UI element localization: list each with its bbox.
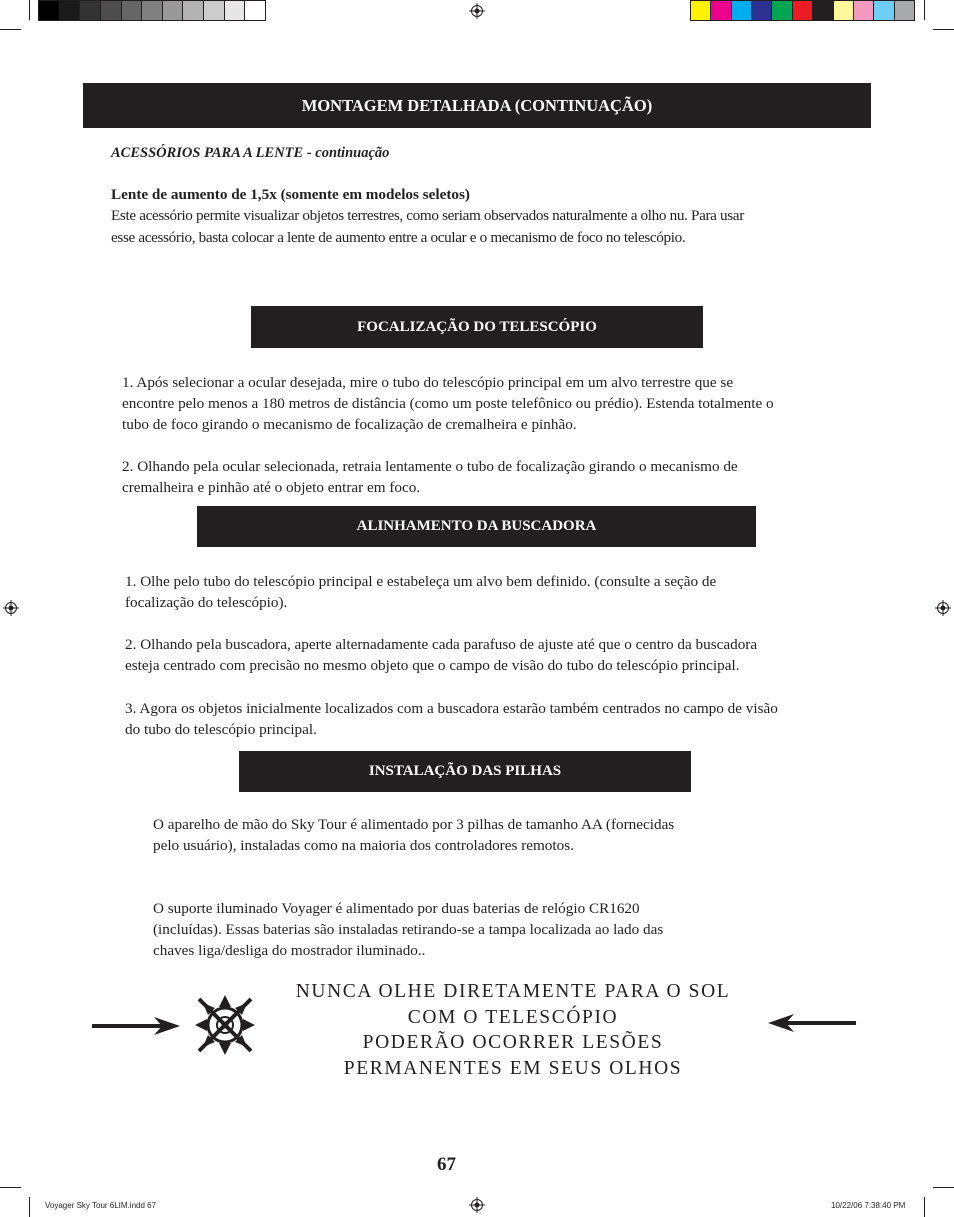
batteries-text-line: O suporte iluminado Voyager é alimentado por duas baterias de relógio CR1620 — [153, 900, 640, 917]
batteries-text-line: (incluídas). Essas baterias são instaladas retirando-se a tampa localizada ao lado das — [153, 921, 664, 938]
color-swatch — [100, 1, 121, 20]
finder-title: ALINHAMENTO DA BUSCADORA — [356, 518, 597, 534]
lens-text-line: esse acessório, basta colocar a lente de aumento entre a ocular e o mecanismo de foco no telescópio. — [111, 229, 686, 246]
focusing-step-line: 1. Após selecionar a ocular desejada, mire o tubo do telescópio principal em um alvo terrestre que se — [122, 374, 734, 391]
finder-step-line: 1. Olhe pelo tubo do telescópio principal e estabeleça um alvo bem definido. (consulte a seção de — [125, 573, 717, 590]
crop-mark-bottom-left-v — [29, 1197, 30, 1217]
sun-warning-text — [268, 979, 758, 1081]
crop-mark-bottom-right-h — [933, 1187, 954, 1188]
color-swatch — [203, 1, 224, 20]
color-swatch — [751, 1, 771, 20]
batteries-text-line: pelo usuário), instaladas como na maioria dos controladores remotos. — [153, 837, 574, 854]
color-swatch — [244, 1, 265, 20]
color-swatch — [853, 1, 873, 20]
crop-mark-top-left-v — [29, 0, 30, 20]
warning-line: PODERÃO OCORRER LESÕES — [362, 1032, 664, 1053]
finder-step-line: do tubo do telescópio principal. — [125, 721, 317, 738]
lens-text-line: Este acessório permite visualizar objetos terrestres, como seriam observados naturalmente a olho nu. Para usar — [111, 207, 744, 224]
color-swatch — [873, 1, 893, 20]
color-swatch — [121, 1, 142, 20]
finder-header-bar — [197, 506, 756, 547]
color-swatch — [771, 1, 791, 20]
color-swatch — [141, 1, 162, 20]
accessories-subtitle: ACESSÓRIOS PARA A LENTE - continuação — [111, 145, 390, 161]
focusing-step-line: tubo de foco girando o mecanismo de focalização de cremalheira e pinhão. — [122, 416, 577, 433]
color-swatch — [79, 1, 100, 20]
crop-mark-bottom-left-h — [0, 1187, 21, 1188]
focusing-step-line: cremalheira e pinhão até o objeto entrar em foco. — [122, 479, 421, 496]
color-swatch — [224, 1, 245, 20]
batteries-header-bar — [239, 751, 691, 792]
crop-mark-top-left-h — [0, 29, 21, 30]
warning-line: COM O TELESCÓPIO — [407, 1006, 619, 1028]
lens-heading: Lente de aumento de 1,5x (somente em modelos seletos) — [111, 186, 470, 203]
warning-line: NUNCA OLHE DIRETAMENTE PARA O SOL — [295, 981, 731, 1002]
crop-mark-top-right-v — [924, 0, 925, 20]
slug-timestamp: 10/22/06 7:38:40 PM — [831, 1201, 906, 1210]
color-swatch — [833, 1, 853, 20]
batteries-text-line: chaves liga/desliga do mostrador iluminado.. — [153, 942, 426, 959]
color-swatch — [710, 1, 730, 20]
registration-target-icon — [3, 600, 19, 616]
color-swatch — [792, 1, 812, 20]
registration-target-icon — [469, 3, 485, 19]
crop-mark-bottom-right-v — [924, 1197, 925, 1217]
finder-step-line: 3. Agora os objetos inicialmente localizados com a buscadora estarão também centrados no campo de visão — [125, 700, 778, 717]
color-swatch — [691, 1, 710, 20]
focusing-step-line: encontre pelo menos a 180 metros de distância (como um poste telefônico ou prédio). Estenda totalmente o — [122, 395, 774, 412]
registration-target-icon — [935, 600, 951, 616]
focusing-title: FOCALIZAÇÃO DO TELESCÓPIO — [357, 318, 597, 335]
process-color-bar — [690, 0, 915, 21]
batteries-text-line: O aparelho de mão do Sky Tour é alimentado por 3 pilhas de tamanho AA (fornecidas — [153, 816, 675, 833]
color-swatch — [812, 1, 832, 20]
focusing-step-line: 2. Olhando pela ocular selecionada, retraia lentamente o tubo de focalização girando o mecanismo de — [122, 458, 738, 475]
finder-step-line: 2. Olhando pela buscadora, aperte alternadamente cada parafuso de ajuste até que o centro da buscadora — [125, 636, 758, 653]
color-swatch — [182, 1, 203, 20]
page-title: MONTAGEM DETALHADA (CONTINUAÇÃO) — [301, 95, 653, 115]
color-swatch — [39, 1, 59, 20]
finder-step-line: esteja centrado com precisão no mesmo objeto que o campo de visão do tubo do telescópio principal. — [125, 657, 740, 674]
no-sun-warning-icon — [193, 993, 257, 1057]
finder-step-line: focalização do telescópio). — [125, 594, 288, 611]
left-arrow-icon — [766, 1012, 858, 1034]
color-swatch — [894, 1, 914, 20]
right-arrow-icon — [92, 1015, 182, 1037]
batteries-title: INSTALAÇÃO DAS PILHAS — [368, 763, 562, 779]
grayscale-color-bar — [38, 0, 266, 21]
crop-mark-top-right-h — [933, 29, 954, 30]
warning-line: PERMANENTES EM SEUS OLHOS — [343, 1057, 683, 1079]
color-swatch — [731, 1, 751, 20]
slug-file-name: Voyager Sky Tour 6LIM.indd 67 — [45, 1201, 157, 1210]
focusing-header-bar — [251, 306, 703, 348]
page-number: 67 — [437, 1154, 456, 1175]
registration-target-icon — [469, 1197, 485, 1213]
section-header-bar — [83, 83, 871, 128]
color-swatch — [59, 1, 80, 20]
color-swatch — [162, 1, 183, 20]
